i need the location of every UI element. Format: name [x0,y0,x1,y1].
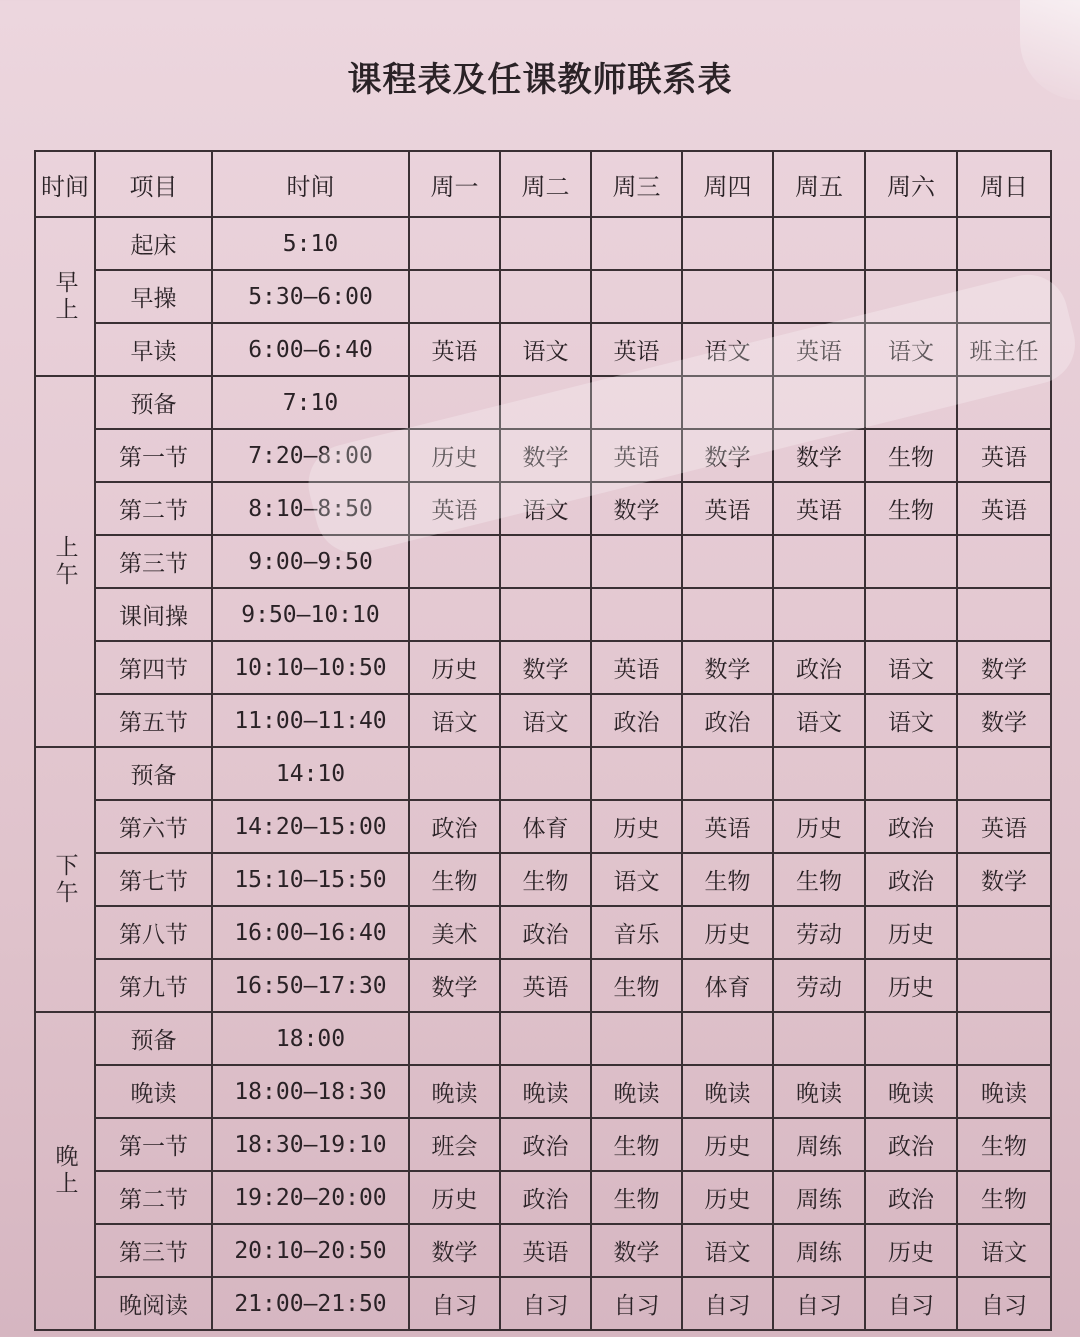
schedule-row [35,694,1051,747]
subject-cell: 自习 [591,1277,682,1330]
schedule-row [35,270,1051,323]
subject-cell: 语文 [773,694,865,747]
item-cell: 第六节 [95,800,212,853]
header-period: 时间 [35,151,95,217]
schedule-row [35,1277,1051,1330]
time-cell: 19:20—20:00 [212,1171,409,1224]
subject-cell: 历史 [682,906,773,959]
schedule-table [34,150,1052,1331]
schedule-row [35,906,1051,959]
time-cell: 7:10 [212,376,409,429]
header-day: 周一 [409,151,500,217]
schedule-row [35,800,1051,853]
header-row [35,151,1051,217]
item-cell: 预备 [95,1012,212,1065]
item-cell: 起床 [95,217,212,270]
item-cell: 第八节 [95,906,212,959]
item-cell: 晚读 [95,1065,212,1118]
header-day: 周五 [773,151,865,217]
subject-cell [682,588,773,641]
subject-cell [773,535,865,588]
item-cell: 第三节 [95,535,212,588]
subject-cell [957,906,1051,959]
subject-cell [865,376,957,429]
item-cell: 晚阅读 [95,1277,212,1330]
subject-cell: 劳动 [773,959,865,1012]
schedule-row [35,959,1051,1012]
period-label: 上午 [35,376,95,747]
subject-cell: 语文 [500,323,591,376]
subject-cell [409,270,500,323]
subject-cell: 自习 [500,1277,591,1330]
subject-cell [865,217,957,270]
subject-cell: 自习 [409,1277,500,1330]
subject-cell: 英语 [500,959,591,1012]
subject-cell: 历史 [682,1171,773,1224]
schedule-row [35,747,1051,800]
subject-cell: 历史 [409,1171,500,1224]
item-cell: 第五节 [95,694,212,747]
subject-cell: 政治 [773,641,865,694]
subject-cell [409,376,500,429]
time-cell: 10:10—10:50 [212,641,409,694]
item-cell: 第二节 [95,482,212,535]
time-cell: 11:00—11:40 [212,694,409,747]
item-cell: 预备 [95,747,212,800]
subject-cell: 政治 [500,1171,591,1224]
subject-cell [409,747,500,800]
subject-cell: 语文 [865,641,957,694]
subject-cell [957,270,1051,323]
subject-cell: 晚读 [773,1065,865,1118]
header-day: 周六 [865,151,957,217]
time-cell: 21:00—21:50 [212,1277,409,1330]
subject-cell: 数学 [773,429,865,482]
subject-cell: 生物 [773,853,865,906]
subject-cell: 生物 [865,429,957,482]
subject-cell: 生物 [500,853,591,906]
subject-cell: 体育 [500,800,591,853]
subject-cell [957,959,1051,1012]
subject-cell: 劳动 [773,906,865,959]
subject-cell: 体育 [682,959,773,1012]
item-cell: 第三节 [95,1224,212,1277]
subject-cell [957,535,1051,588]
header-day: 周三 [591,151,682,217]
header-day: 周四 [682,151,773,217]
subject-cell: 数学 [591,1224,682,1277]
subject-cell: 英语 [957,800,1051,853]
subject-cell [500,270,591,323]
subject-cell [773,376,865,429]
subject-cell: 音乐 [591,906,682,959]
subject-cell [591,376,682,429]
subject-cell [500,747,591,800]
subject-cell: 周练 [773,1118,865,1171]
subject-cell [500,1012,591,1065]
subject-cell: 政治 [865,1118,957,1171]
subject-cell: 晚读 [409,1065,500,1118]
subject-cell [591,217,682,270]
subject-cell: 生物 [957,1118,1051,1171]
subject-cell [865,270,957,323]
subject-cell: 英语 [957,429,1051,482]
period-label: 下午 [35,747,95,1012]
item-cell: 课间操 [95,588,212,641]
subject-cell: 英语 [682,482,773,535]
subject-cell: 生物 [591,959,682,1012]
subject-cell: 班会 [409,1118,500,1171]
subject-cell [591,747,682,800]
subject-cell: 政治 [591,694,682,747]
subject-cell: 英语 [500,1224,591,1277]
subject-cell: 历史 [682,1118,773,1171]
period-label: 早上 [35,217,95,376]
item-cell: 第一节 [95,429,212,482]
subject-cell: 数学 [957,694,1051,747]
time-cell: 16:00—16:40 [212,906,409,959]
subject-cell [682,217,773,270]
subject-cell: 历史 [865,906,957,959]
subject-cell: 历史 [409,641,500,694]
header-item: 项目 [95,151,212,217]
subject-cell: 语文 [682,323,773,376]
subject-cell [957,747,1051,800]
time-cell: 9:50—10:10 [212,588,409,641]
subject-cell: 政治 [865,800,957,853]
subject-cell: 自习 [682,1277,773,1330]
subject-cell: 数学 [957,641,1051,694]
subject-cell: 语文 [409,694,500,747]
subject-cell [957,376,1051,429]
subject-cell [591,1012,682,1065]
time-cell: 6:00—6:40 [212,323,409,376]
time-cell: 18:30—19:10 [212,1118,409,1171]
item-cell: 早读 [95,323,212,376]
schedule-row [35,1065,1051,1118]
subject-cell: 语文 [682,1224,773,1277]
subject-cell: 英语 [957,482,1051,535]
subject-cell [957,1012,1051,1065]
subject-cell: 数学 [409,959,500,1012]
subject-cell: 英语 [773,482,865,535]
schedule-row [35,641,1051,694]
subject-cell: 历史 [591,800,682,853]
subject-cell: 生物 [409,853,500,906]
subject-cell [682,376,773,429]
time-cell: 18:00 [212,1012,409,1065]
subject-cell: 数学 [409,1224,500,1277]
time-cell: 5:30—6:00 [212,270,409,323]
subject-cell: 生物 [957,1171,1051,1224]
subject-cell [409,588,500,641]
subject-cell: 历史 [773,800,865,853]
subject-cell: 自习 [773,1277,865,1330]
subject-cell [591,535,682,588]
time-cell: 18:00—18:30 [212,1065,409,1118]
time-cell: 14:10 [212,747,409,800]
header-day: 周日 [957,151,1051,217]
item-cell: 第一节 [95,1118,212,1171]
subject-cell: 美术 [409,906,500,959]
schedule-row [35,1171,1051,1224]
subject-cell: 生物 [682,853,773,906]
subject-cell [957,217,1051,270]
subject-cell: 班主任 [957,323,1051,376]
time-cell: 20:10—20:50 [212,1224,409,1277]
schedule-row [35,217,1051,270]
subject-cell: 晚读 [682,1065,773,1118]
subject-cell: 周练 [773,1171,865,1224]
item-cell: 早操 [95,270,212,323]
subject-cell: 语文 [957,1224,1051,1277]
subject-cell [591,270,682,323]
subject-cell: 数学 [500,429,591,482]
subject-cell: 英语 [591,429,682,482]
period-label: 晚上 [35,1012,95,1330]
schedule-row [35,1118,1051,1171]
schedule-row [35,376,1051,429]
schedule-row [35,535,1051,588]
subject-cell: 语文 [865,323,957,376]
subject-cell: 数学 [682,429,773,482]
subject-cell: 自习 [957,1277,1051,1330]
subject-cell: 语文 [865,694,957,747]
subject-cell [500,217,591,270]
subject-cell: 政治 [865,1171,957,1224]
item-cell: 第二节 [95,1171,212,1224]
subject-cell: 英语 [409,482,500,535]
subject-cell [773,1012,865,1065]
item-cell: 预备 [95,376,212,429]
subject-cell [865,535,957,588]
subject-cell: 数学 [957,853,1051,906]
subject-cell: 周练 [773,1224,865,1277]
subject-cell: 晚读 [957,1065,1051,1118]
schedule-row [35,429,1051,482]
subject-cell: 英语 [409,323,500,376]
subject-cell [409,1012,500,1065]
subject-cell: 英语 [591,641,682,694]
subject-cell [682,1012,773,1065]
subject-cell: 晚读 [865,1065,957,1118]
time-cell: 9:00—9:50 [212,535,409,588]
time-cell: 5:10 [212,217,409,270]
subject-cell [865,747,957,800]
time-cell: 7:20—8:00 [212,429,409,482]
header-day: 周二 [500,151,591,217]
subject-cell: 英语 [682,800,773,853]
subject-cell: 政治 [500,1118,591,1171]
subject-cell [865,588,957,641]
subject-cell: 自习 [865,1277,957,1330]
subject-cell: 晚读 [591,1065,682,1118]
subject-cell [773,217,865,270]
schedule-row [35,323,1051,376]
subject-cell: 数学 [500,641,591,694]
schedule-body [35,217,1051,1330]
time-cell: 14:20—15:00 [212,800,409,853]
schedule-row [35,1224,1051,1277]
schedule-row [35,1012,1051,1065]
subject-cell [682,270,773,323]
time-cell: 16:50—17:30 [212,959,409,1012]
subject-cell: 政治 [682,694,773,747]
subject-cell: 历史 [409,429,500,482]
subject-cell: 英语 [591,323,682,376]
subject-cell: 历史 [865,959,957,1012]
subject-cell [957,588,1051,641]
subject-cell: 政治 [865,853,957,906]
subject-cell: 语文 [591,853,682,906]
subject-cell: 政治 [500,906,591,959]
page-title: 课程表及任课教师联系表 [347,60,733,100]
subject-cell: 数学 [591,482,682,535]
subject-cell: 数学 [682,641,773,694]
item-cell: 第七节 [95,853,212,906]
subject-cell: 生物 [591,1171,682,1224]
schedule-row [35,482,1051,535]
subject-cell: 生物 [591,1118,682,1171]
subject-cell: 英语 [773,323,865,376]
subject-cell [500,535,591,588]
schedule-row [35,853,1051,906]
subject-cell [773,747,865,800]
item-cell: 第九节 [95,959,212,1012]
subject-cell: 语文 [500,694,591,747]
schedule-row [35,588,1051,641]
time-cell: 8:10—8:50 [212,482,409,535]
item-cell: 第四节 [95,641,212,694]
subject-cell: 政治 [409,800,500,853]
subject-cell [865,1012,957,1065]
subject-cell [500,588,591,641]
subject-cell [409,217,500,270]
subject-cell: 语文 [500,482,591,535]
subject-cell [500,376,591,429]
header-time: 时间 [212,151,409,217]
subject-cell [409,535,500,588]
subject-cell [591,588,682,641]
subject-cell [773,588,865,641]
time-cell: 15:10—15:50 [212,853,409,906]
subject-cell [773,270,865,323]
subject-cell: 历史 [865,1224,957,1277]
subject-cell: 生物 [865,482,957,535]
subject-cell: 晚读 [500,1065,591,1118]
subject-cell [682,747,773,800]
subject-cell [682,535,773,588]
